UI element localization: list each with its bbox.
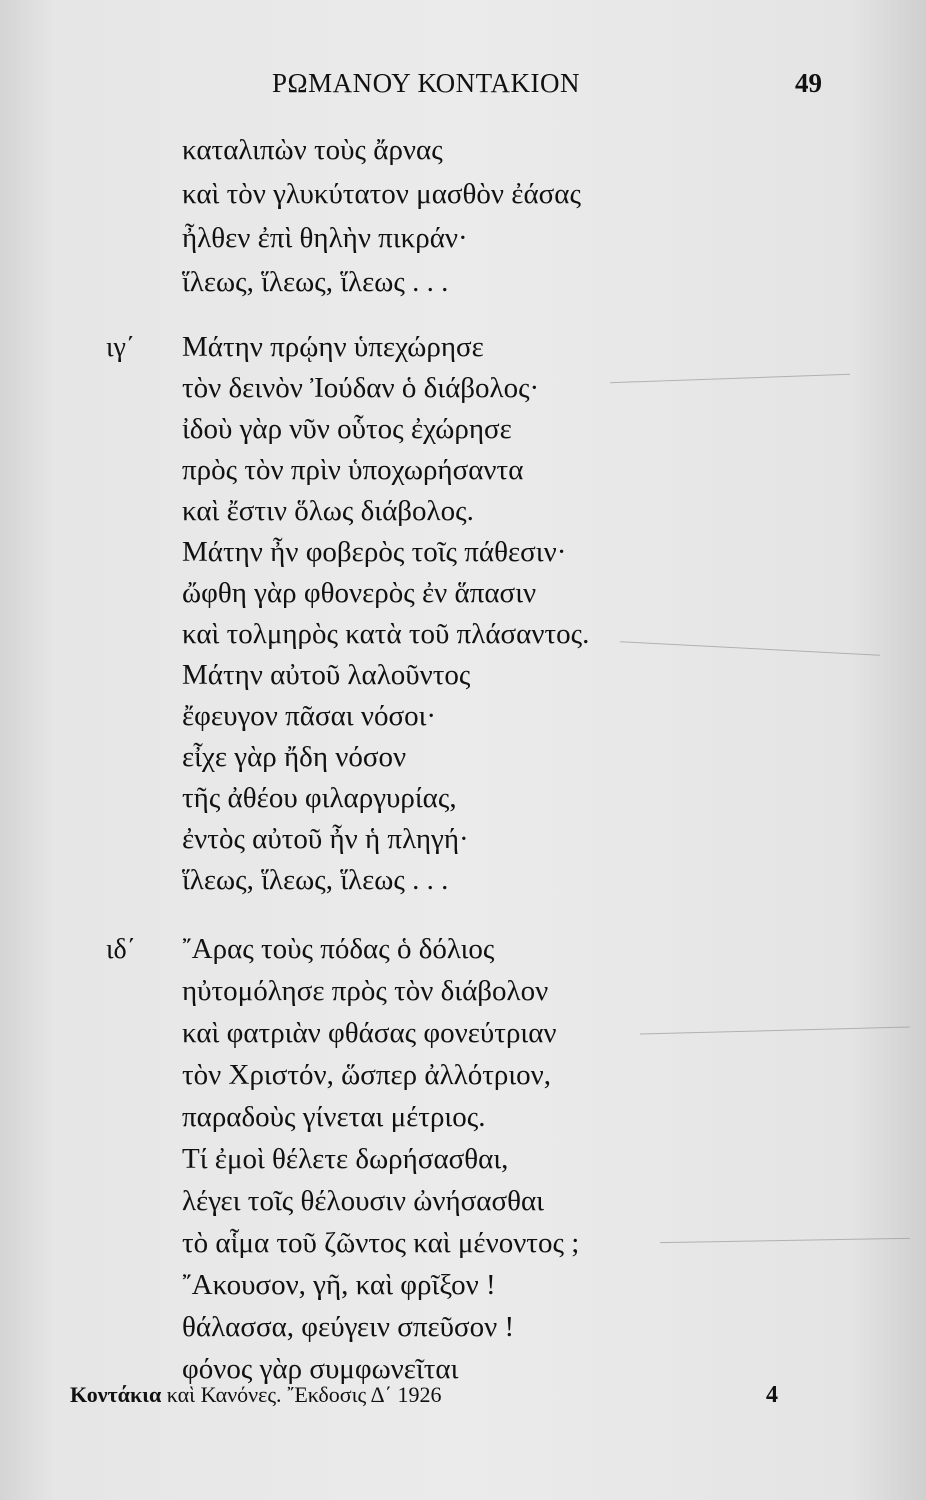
footer-imprint-bold: Κοντάκια	[70, 1382, 162, 1407]
paper-scratch	[610, 374, 850, 383]
page-number: 49	[795, 68, 822, 98]
verse-line: Μάτην αὐτοῦ λαλοῦντος	[182, 659, 471, 691]
verse-line: Τί ἐμοὶ θέλετε δωρήσασθαι,	[182, 1143, 509, 1175]
page-header	[0, 68, 926, 108]
page-footer	[0, 1382, 926, 1418]
signature-mark: 4	[766, 1382, 778, 1408]
verse-line: πρὸς τὸν πρὶν ὑποχωρήσαντα	[182, 454, 524, 486]
verse-line: ηὐτομόλησε πρὸς τὸν διάβολον	[182, 975, 549, 1007]
verse-line: καὶ ἔστιν ὅλως διάβολος.	[182, 495, 474, 527]
verse-line: καὶ φατριὰν φθάσας φονεύτριαν	[182, 1017, 557, 1049]
verse-line: ἵλεως, ἵλεως, ἵλεως . . .	[182, 864, 449, 896]
verse-line: τὸν δεινὸν Ἰούδαν ὁ διάβολος·	[182, 372, 540, 404]
paper-scratch	[640, 1026, 910, 1034]
verse-line: ῎Αρας τοὺς πόδας ὁ δόλιος	[182, 933, 495, 965]
verse-line: φόνος γὰρ συμφωνεῖται	[182, 1353, 459, 1385]
verse-line: ῎Ακουσον, γῆ, καὶ φρῖξον !	[182, 1269, 496, 1301]
verse-line: ἔφευγον πᾶσαι νόσοι·	[182, 700, 437, 732]
paper-scratch	[620, 641, 880, 656]
verse-line: ἰδοὺ γὰρ νῦν οὗτος ἐχώρησε	[182, 413, 512, 445]
verse-line: τὸν Χριστόν, ὥσπερ ἀλλότριον,	[182, 1059, 551, 1091]
verse-line: ἵλεως, ἵλεως, ἵλεως . . .	[182, 266, 449, 298]
verse-line: εἶχε γὰρ ἤδη νόσον	[182, 741, 407, 773]
verse-line: Μάτην ἦν φοβερὸς τοῖς πάθεσιν·	[182, 536, 567, 568]
paper-scratch	[660, 1238, 910, 1243]
stanza-number: ιγ΄	[106, 332, 136, 363]
verse-line: ἦλθεν ἐπὶ θηλὴν πικράν·	[182, 222, 468, 254]
footer-imprint-rest: καὶ Κανόνες. ῎Εκδοσις Δ΄ 1926	[166, 1382, 442, 1407]
verse-line: καταλιπὼν τοὺς ἄρνας	[182, 134, 443, 166]
verse-line: λέγει τοῖς θέλουσιν ὠνήσασθαι	[182, 1185, 544, 1217]
verse-line: τῆς ἀθέου φιλαργυρίας,	[182, 782, 457, 814]
footer-imprint	[70, 1382, 442, 1408]
verse-line: καὶ τὸν γλυκύτατον μασθὸν ἐάσας	[182, 178, 581, 210]
stanza-number: ιδ΄	[106, 934, 137, 965]
verse-line: Μάτην πρῴην ὑπεχώρησε	[182, 331, 484, 363]
verse-line: ἐντὸς αὐτοῦ ἦν ἡ πληγή·	[182, 823, 469, 855]
verse-line: καὶ τολμηρὸς κατὰ τοῦ πλάσαντος.	[182, 618, 590, 650]
verse-line: τὸ αἷμα τοῦ ζῶντος καὶ μένοντος ;	[182, 1227, 580, 1259]
verse-line: θάλασσα, φεύγειν σπεῦσον !	[182, 1311, 515, 1343]
running-title: ΡΩΜΑΝΟΥ ΚΟΝΤΑΚΙΟΝ	[272, 68, 580, 98]
verse-line: ὤφθη γὰρ φθονερὸς ἐν ἅπασιν	[182, 577, 537, 609]
verse-line: παραδοὺς γίνεται μέτριος.	[182, 1101, 486, 1133]
